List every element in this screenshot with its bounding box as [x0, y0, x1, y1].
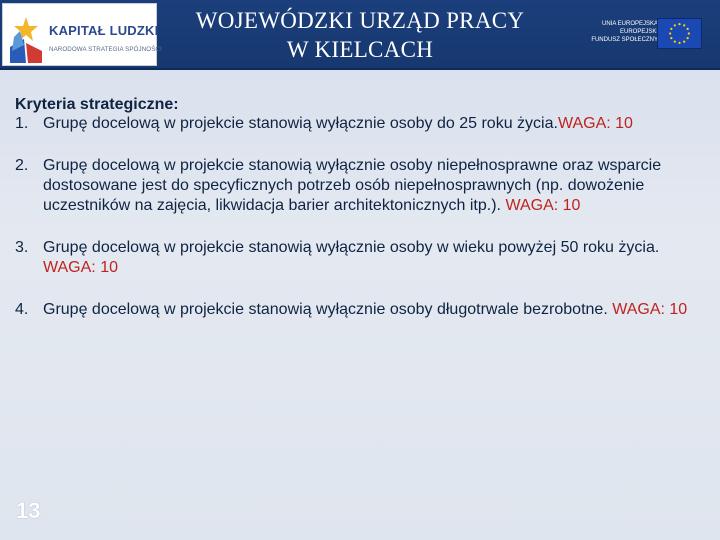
- criterion-text: Grupę docelową w projekcie stanowią wyłącznie osoby do 25 roku życia.: [43, 115, 558, 132]
- criterion-text: Grupę docelową w projekcie stanowią wyłącznie osoby niepełnosprawne oraz wsparcie dostosowane jest do specyficznych potrzeb osób niepełnosprawnych (np. dowożenie uczestników na zajęcia, likwidacja barier architektonicznych itp.).: [43, 157, 662, 214]
- criterion-text-block: [43, 300, 705, 320]
- eu-flag-icon: [657, 18, 702, 49]
- org-title-line-1: WOJEWÓDZKI URZĄD PRACY: [195, 8, 525, 33]
- slide-content: [15, 95, 705, 320]
- org-title-line-2: W KIELCACH: [286, 37, 434, 62]
- criterion-text-block: [43, 114, 705, 134]
- criterion-number: 3.: [15, 239, 29, 256]
- criterion-text-block: [43, 156, 705, 216]
- criterion-number: 4.: [15, 301, 29, 318]
- eu-caption-line-1: UNIA EUROPEJSKA: [601, 21, 658, 27]
- criterion-number: 1.: [15, 115, 29, 132]
- criterion-item-1: [15, 114, 705, 134]
- kapital-ludzki-emblem-icon: [6, 7, 46, 63]
- criterion-text: Grupę docelową w projekcie stanowią wyłącznie osoby długotrwale bezrobotne.: [43, 301, 608, 318]
- criterion-weight: WAGA: 10: [557, 115, 633, 132]
- criterion-weight: WAGA: 10: [505, 197, 581, 214]
- eu-caption: [588, 20, 658, 44]
- criterion-text: Grupę docelową w projekcie stanowią wyłącznie osoby w wieku powyżej 50 roku życia.: [43, 239, 660, 256]
- page-number: 13: [16, 498, 41, 523]
- criterion-item-4: [15, 300, 705, 320]
- criterion-item-2: [15, 156, 705, 216]
- criterion-number: 2.: [15, 157, 29, 174]
- criteria-list: [15, 114, 705, 320]
- kapital-ludzki-logo: [2, 3, 162, 66]
- criterion-text-block: [43, 238, 705, 278]
- criteria-heading: Kryteria strategiczne:: [15, 96, 179, 113]
- logo-title: KAPITAŁ LUDZKI: [49, 23, 159, 38]
- criterion-weight: WAGA: 10: [43, 259, 118, 276]
- eu-caption-line-2: EUROPEJSKI: [619, 29, 658, 35]
- organization-title: [160, 6, 560, 64]
- criterion-weight: WAGA: 10: [612, 301, 688, 318]
- slide-header: [0, 0, 720, 70]
- criterion-item-3: [15, 238, 705, 278]
- eu-caption-line-3: FUNDUSZ SPOŁECZNY: [591, 37, 658, 43]
- logo-subtitle: NARODOWA STRATEGIA SPÓJNOŚCI: [49, 46, 162, 53]
